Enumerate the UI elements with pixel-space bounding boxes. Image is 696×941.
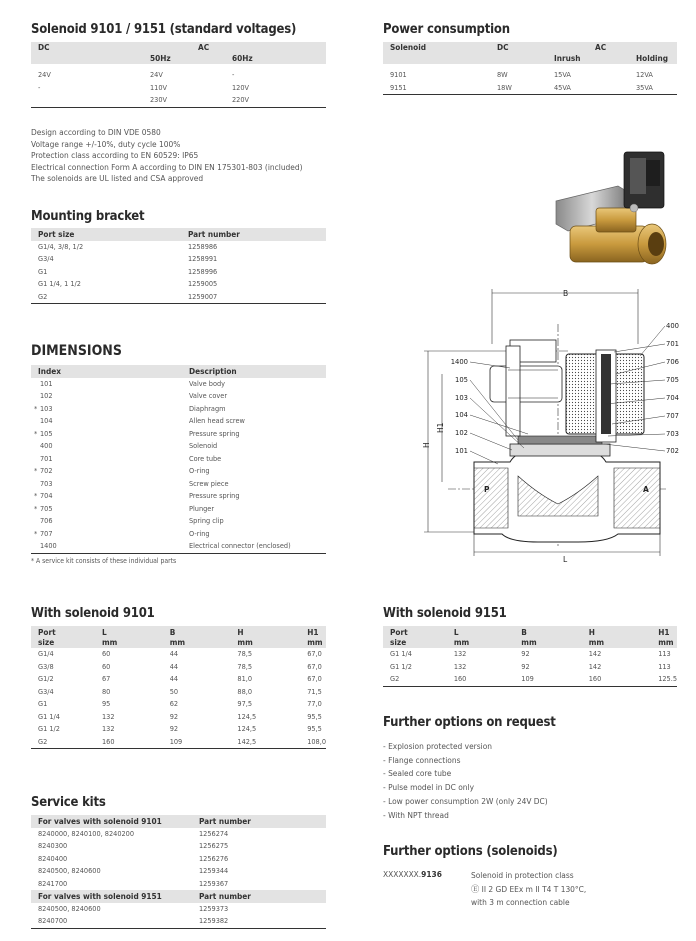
table-cell: 132 xyxy=(102,724,115,733)
part-description: Allen head screw xyxy=(189,416,245,425)
table-cell: 1259367 xyxy=(199,878,229,888)
table-cell: 142,5 xyxy=(237,736,257,746)
part-description: Valve cover xyxy=(189,391,228,400)
table-cell: 92 xyxy=(521,661,530,671)
list-item: - Sealed core tube xyxy=(383,768,452,779)
part-description: Solenoid xyxy=(189,441,218,450)
service-kit-footnote: * A service kit consists of these individual parts xyxy=(31,557,177,565)
part-index: 706 xyxy=(40,516,53,525)
with-9101-table xyxy=(31,626,326,749)
part-description: Valve body xyxy=(189,378,226,388)
table-row: 230V 220V xyxy=(31,94,326,107)
notes xyxy=(31,127,303,185)
part-index: 400 xyxy=(40,441,53,450)
part-index: 102 xyxy=(40,391,53,400)
table-row xyxy=(31,428,326,441)
service-kits-table xyxy=(31,815,326,929)
port-p-label: P xyxy=(484,485,490,494)
table-cell: G1/2 xyxy=(38,674,54,683)
table-cell: G1 xyxy=(38,699,48,708)
part-index: 103 xyxy=(40,403,53,413)
callout-label: 703 xyxy=(666,430,679,438)
further-solenoids-title: Further options (solenoids) xyxy=(383,844,558,859)
service-kits-title: Service kits xyxy=(31,795,106,810)
part-index: 101 xyxy=(40,378,53,388)
table-row xyxy=(31,711,326,724)
table-row xyxy=(31,503,326,516)
table-cell: 97,5 xyxy=(237,699,253,708)
part-index: 1400 xyxy=(40,541,57,550)
list-item: - Flange connections xyxy=(383,754,461,765)
solenoid-option-desc: Solenoid in protection class Ⓔ II 2 GD EEx m II T4 T 130°C, with 3 m connection cable xyxy=(471,870,587,907)
table-cell: 108,0 xyxy=(307,736,326,746)
table-row xyxy=(31,736,326,749)
port-a-label: A xyxy=(643,485,649,494)
header-inrush: Inrush xyxy=(547,53,629,64)
table-row xyxy=(31,723,326,736)
table-cell: 109 xyxy=(169,736,183,746)
table-cell: 80 xyxy=(102,686,111,696)
table-row: G1/4, 3/8, 1/2 1258986 xyxy=(38,241,218,251)
table-cell: G3/8 xyxy=(38,661,54,671)
table-cell: 88,0 xyxy=(237,686,253,696)
table-cell: 44 xyxy=(169,674,179,683)
note-line: The solenoids are UL listed and CSA approved xyxy=(31,173,204,183)
table-row xyxy=(383,673,677,686)
header-part-number: Part number xyxy=(192,815,326,828)
callout-label: 702 xyxy=(666,447,679,455)
part-index: 702 xyxy=(40,466,53,475)
further-options-list xyxy=(383,740,548,822)
table-cell: 92 xyxy=(169,724,179,733)
header-ac: AC xyxy=(547,42,677,53)
table-cell: 60 xyxy=(102,649,111,658)
table-cell: 60 xyxy=(102,661,111,671)
table-row xyxy=(31,853,326,866)
part-description: O-ring xyxy=(189,528,210,538)
table-cell: G2 xyxy=(390,674,400,683)
callout-label: 400 xyxy=(666,322,679,330)
dim-b-label: B xyxy=(563,289,569,298)
header-holding: Holding xyxy=(629,53,677,64)
note-line: Electrical connection Form A according to DIN EN 175301-803 (included) xyxy=(31,161,303,172)
header-h1: H1 mm xyxy=(651,626,677,648)
dim-h1-label: H1 xyxy=(436,422,445,433)
header-index: Index xyxy=(31,365,182,378)
table-cell: G3/4 xyxy=(38,686,54,696)
service-kit-marker: * xyxy=(34,428,38,438)
callout-label: 1400 xyxy=(450,358,468,366)
table-cell: 8240400 xyxy=(38,853,68,863)
table-cell: 160 xyxy=(588,674,602,683)
further-options-title: Further options on request xyxy=(383,715,556,730)
header-description: Description xyxy=(182,365,326,378)
table-cell: 142 xyxy=(588,661,602,671)
header-ac: AC xyxy=(143,42,326,53)
callout-label: 701 xyxy=(666,340,679,348)
table-row xyxy=(31,865,326,878)
table-row xyxy=(31,540,326,553)
table-row xyxy=(31,478,326,491)
table-cell: 113 xyxy=(658,649,671,658)
header-valves-9101: For valves with solenoid 9101 xyxy=(31,815,192,828)
table-cell: 67,0 xyxy=(307,661,322,671)
valve-product-photo xyxy=(548,146,676,276)
table-cell: 67,0 xyxy=(307,674,322,683)
part-index: 703 xyxy=(40,478,53,488)
part-description: Core tube xyxy=(189,453,222,463)
table-cell: 109 xyxy=(521,674,534,683)
table-cell: 1256275 xyxy=(199,841,229,850)
table-cell: 71,5 xyxy=(307,686,322,696)
header-60hz: 60Hz xyxy=(225,53,326,64)
with-9101-title: With solenoid 9101 xyxy=(31,606,155,621)
table-row: 24V 24V - xyxy=(38,70,235,79)
service-kit-marker: * xyxy=(34,466,38,475)
table-cell: 50 xyxy=(169,686,179,696)
part-description: Screw piece xyxy=(189,478,229,488)
part-index: 704 xyxy=(40,491,53,500)
header-solenoid: Solenoid xyxy=(383,42,490,53)
table-cell: 8240700 xyxy=(38,916,68,925)
callout-label: 103 xyxy=(455,394,468,402)
table-row xyxy=(31,465,326,478)
header-h: H mm xyxy=(582,626,651,648)
header-b: B mm xyxy=(514,626,581,648)
header-dc: DC xyxy=(490,42,547,53)
table-cell: G1/4 xyxy=(38,649,54,658)
table-cell: 113 xyxy=(658,661,671,671)
table-cell: 1259373 xyxy=(199,903,229,913)
solenoid-std-title: Solenoid 9101 / 9151 (standard voltages) xyxy=(31,22,297,37)
table-cell: 1259382 xyxy=(199,916,229,925)
table-cell: 78,5 xyxy=(237,649,253,658)
table-row: - 110V 120V xyxy=(38,82,250,92)
callout-label: 101 xyxy=(455,447,468,455)
header-part-number: Part number xyxy=(181,228,326,241)
callout-label: 102 xyxy=(455,429,468,437)
table-row xyxy=(31,673,326,686)
table-cell: 8240500, 8240600 xyxy=(38,903,101,913)
table-cell: 132 xyxy=(453,661,467,671)
table-cell: 78,5 xyxy=(237,661,253,671)
header-port-size: Port size xyxy=(31,228,181,241)
table-row xyxy=(31,403,326,416)
header-port: Port size xyxy=(383,626,447,648)
with-9151-title: With solenoid 9151 xyxy=(383,606,507,621)
list-item: - Explosion protected version xyxy=(383,741,492,751)
table-cell: 8240000, 8240100, 8240200 xyxy=(38,828,135,838)
part-index: 701 xyxy=(40,453,53,463)
callout-label: 104 xyxy=(455,411,468,419)
table-row xyxy=(31,878,326,891)
part-description: Plunger xyxy=(189,503,215,513)
table-cell: 92 xyxy=(521,649,530,658)
table-cell: 142 xyxy=(588,649,602,658)
table-cell: 8241700 xyxy=(38,878,68,888)
table-row xyxy=(31,415,326,428)
table-cell: G1 1/4 xyxy=(38,711,60,721)
header-l: L mm xyxy=(95,626,163,648)
table-cell: 1256276 xyxy=(199,853,229,863)
service-kit-marker: * xyxy=(34,491,38,500)
table-cell: 132 xyxy=(102,711,115,721)
with-9151-table xyxy=(383,626,677,687)
header-part-number: Part number xyxy=(192,890,326,903)
note-line: Protection class according to EN 60529: IP65 xyxy=(31,150,199,160)
table-cell: G1 1/2 xyxy=(390,661,412,671)
table-row xyxy=(31,661,326,674)
table-row xyxy=(31,648,326,661)
part-index: 105 xyxy=(40,428,53,438)
table-row xyxy=(31,528,326,541)
service-kit-marker: * xyxy=(34,403,38,413)
table-row xyxy=(31,390,326,403)
part-description: O-ring xyxy=(189,466,210,475)
table-row xyxy=(31,840,326,853)
table-cell: 77,0 xyxy=(307,699,322,708)
dimensions-title: DIMENSIONS xyxy=(31,343,122,359)
header-l: L mm xyxy=(447,626,514,648)
table-cell: G2 xyxy=(38,736,48,746)
table-row xyxy=(383,661,677,674)
table-cell: 8240500, 8240600 xyxy=(38,866,101,875)
table-cell: 160 xyxy=(102,736,115,746)
table-row: G1 1258996 xyxy=(38,266,218,276)
callout-label: 704 xyxy=(666,394,679,402)
table-cell: 81,0 xyxy=(237,674,253,683)
table-cell: 95,5 xyxy=(307,724,322,733)
header-valves-9151: For valves with solenoid 9151 xyxy=(31,890,192,903)
solenoid-code: XXXXXXX.9136 xyxy=(383,869,442,879)
table-row: G2 1259007 xyxy=(31,291,326,304)
callout-label: 707 xyxy=(666,412,679,420)
service-kit-marker: * xyxy=(34,528,38,538)
table-row xyxy=(31,453,326,466)
table-row xyxy=(31,828,326,841)
part-description: Pressure spring xyxy=(189,491,240,500)
bracket-title: Mounting bracket xyxy=(31,209,145,224)
table-row: G3/4 1258991 xyxy=(38,254,218,263)
header-port: Port size xyxy=(31,626,95,648)
table-cell: 8240300 xyxy=(38,841,68,850)
table-row xyxy=(31,378,326,391)
bracket-table xyxy=(31,228,326,304)
part-description: Spring clip xyxy=(189,516,224,525)
note-line: Voltage range +/-10%, duty cycle 100% xyxy=(31,138,181,149)
power-title: Power consumption xyxy=(383,22,510,37)
part-index: 705 xyxy=(40,503,53,513)
table-cell: 124,5 xyxy=(237,711,257,721)
header-h1: H1 mm xyxy=(300,626,326,648)
table-row: G1 1/4, 1 1/2 1259005 xyxy=(38,279,218,288)
service-kit-marker: * xyxy=(34,503,38,513)
table-cell: 95 xyxy=(102,699,111,708)
table-cell: G1 1/2 xyxy=(38,724,60,733)
table-cell: 44 xyxy=(169,649,179,658)
table-row xyxy=(31,440,326,453)
list-item: - Low power consumption 2W (only 24V DC) xyxy=(383,795,548,806)
callout-label: 105 xyxy=(455,376,468,384)
table-row xyxy=(383,648,677,661)
dimensions-table xyxy=(31,365,326,554)
table-cell: 67,0 xyxy=(307,649,322,658)
header-b: B mm xyxy=(163,626,231,648)
table-row xyxy=(31,515,326,528)
table-row: 9151 18W 45VA 35VA xyxy=(383,82,677,95)
part-description: Pressure spring xyxy=(189,428,240,438)
table-row xyxy=(31,490,326,503)
table-row xyxy=(31,686,326,699)
solenoid-std-table xyxy=(31,42,326,108)
table-row xyxy=(31,915,326,928)
table-cell: 92 xyxy=(169,711,179,721)
dim-l-label: L xyxy=(563,555,568,564)
part-index: 104 xyxy=(40,416,53,425)
power-table xyxy=(383,42,677,95)
table-cell: 62 xyxy=(169,699,179,708)
table-cell: G1 1/4 xyxy=(390,649,412,658)
header-50hz: 50Hz xyxy=(143,53,225,64)
table-cell: 1256274 xyxy=(199,828,229,838)
table-row xyxy=(31,698,326,711)
table-row: 9101 8W 15VA 12VA xyxy=(390,70,653,79)
table-cell: 95,5 xyxy=(307,711,322,721)
list-item: - Pulse model in DC only xyxy=(383,782,474,793)
valve-cross-section-diagram xyxy=(418,284,680,564)
table-cell: 132 xyxy=(453,649,467,658)
table-cell: 1259344 xyxy=(199,866,229,875)
callout-label: 705 xyxy=(666,376,679,384)
list-item: - With NPT thread xyxy=(383,809,449,820)
table-cell: 160 xyxy=(453,674,467,683)
part-index: 707 xyxy=(40,528,53,538)
part-description: Electrical connector (enclosed) xyxy=(189,541,291,550)
table-cell: 124,5 xyxy=(237,724,257,733)
header-h: H mm xyxy=(230,626,300,648)
table-cell: 44 xyxy=(169,661,179,671)
header-dc: DC xyxy=(31,42,143,53)
dim-h-label: H xyxy=(422,442,431,448)
note-line: Design according to DIN VDE 0580 xyxy=(31,127,161,137)
table-cell: 67 xyxy=(102,674,111,683)
table-cell: 125.5 xyxy=(658,674,677,683)
part-description: Diaphragm xyxy=(189,403,226,413)
table-row xyxy=(31,903,326,916)
callout-label: 706 xyxy=(666,358,679,366)
